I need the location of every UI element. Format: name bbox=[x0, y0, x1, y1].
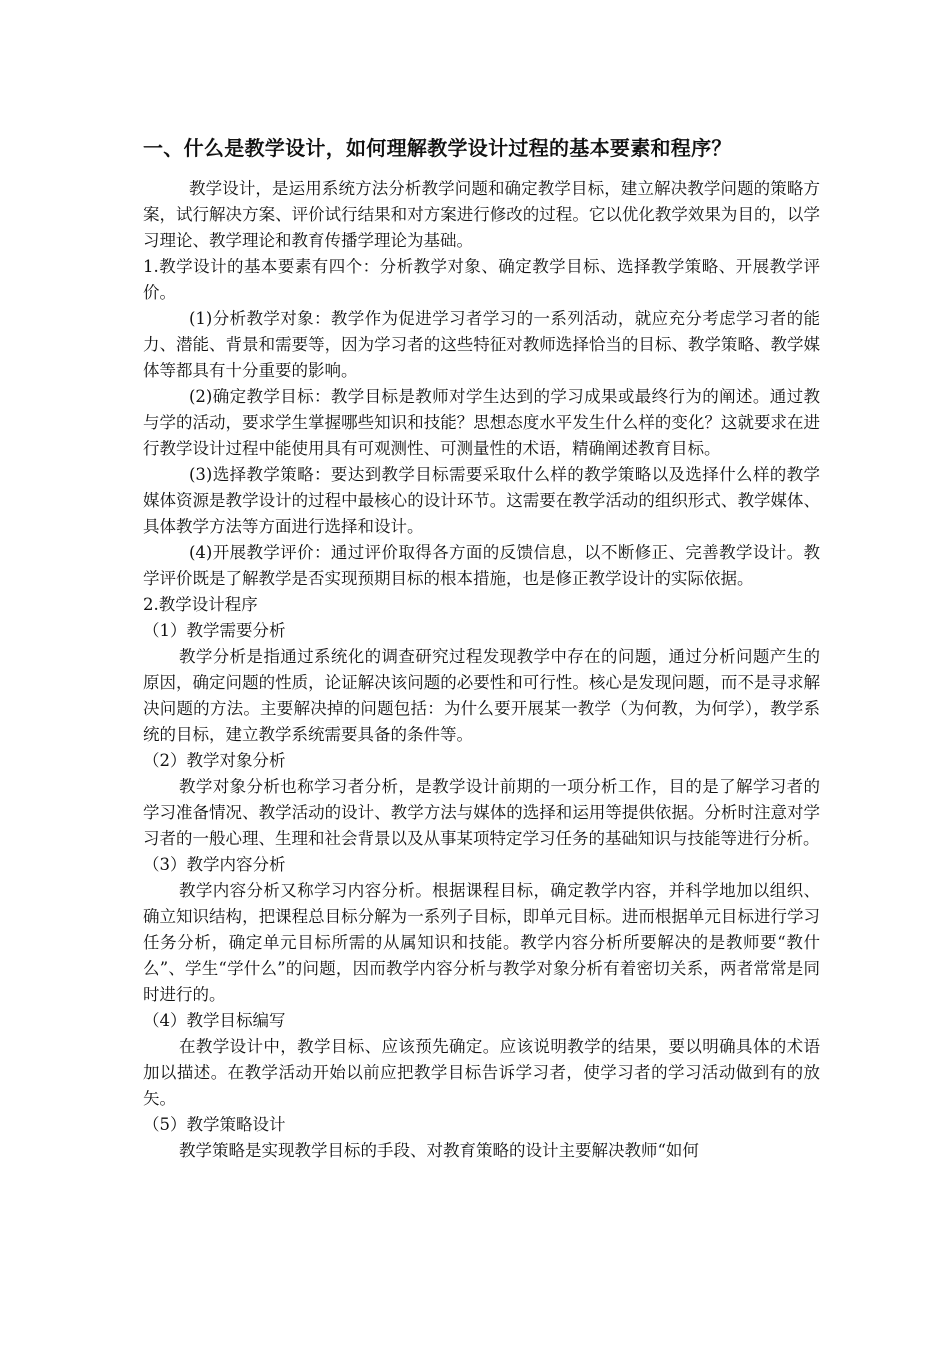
section-1-heading: （1）教学需要分析 bbox=[143, 621, 286, 640]
section-5-body: 教学策略是实现教学目标的手段、对教育策略的设计主要解决教师“如何 bbox=[179, 1141, 699, 1160]
section-3-heading: （3）教学内容分析 bbox=[143, 855, 286, 874]
page-title: 一、什么是教学设计，如何理解教学设计过程的基本要素和程序？ bbox=[143, 136, 732, 160]
section-4-body: 在教学设计中，教学目标、应该预先确定。应该说明教学的结果，要以明确具体的术语加以描述。在教学活动开始以前应把教学目标告诉学习者，使学习者的学习活动做到有的放矢。 bbox=[143, 1037, 820, 1108]
paragraph-element-2: (2)确定教学目标：教学目标是教师对学生达到的学习成果或最终行为的阐述。通过教与学的活动，要求学生掌握哪些知识和技能？思想态度水平发生什么样的变化？这就要求在进行教学设计过程中能使用具有可观测性、可测量性的术语，精确阐述教育目标。 bbox=[143, 387, 820, 458]
section-4-heading: （4）教学目标编写 bbox=[143, 1011, 286, 1030]
section-3-body: 教学内容分析又称学习内容分析。根据课程目标，确定教学内容，并科学地加以组织、确立知识结构，把课程总目标分解为一系列子目标，即单元目标。进而根据单元目标进行学习任务分析，确定单元目标所需的从属知识和技能。教学内容分析所要解决的是教师要“教什么”、学生“学什么”的问题，因而教学内容分析与教学对象分析有着密切关系，两者常常是同时进行的。 bbox=[143, 881, 820, 1004]
paragraph-elements-heading: 1.教学设计的基本要素有四个：分析教学对象、确定教学目标、选择教学策略、开展教学评价。 bbox=[143, 257, 820, 302]
section-1-body: 教学分析是指通过系统化的调查研究过程发现教学中存在的问题，通过分析问题产生的原因，确定问题的性质，论证解决该问题的必要性和可行性。核心是发现问题，而不是寻求解决问题的方法。主要解决掉的问题包括：为什么要开展某一教学（为何教，为何学），教学系统的目标，建立教学系统需要具备的条件等。 bbox=[143, 647, 820, 744]
paragraph-element-3: (3)选择教学策略：要达到教学目标需要采取什么样的教学策略以及选择什么样的教学媒体资源是教学设计的过程中最核心的设计环节。这需要在教学活动的组织形式、教学媒体、具体教学方法等方面进行选择和设计。 bbox=[143, 465, 820, 536]
section-2-body: 教学对象分析也称学习者分析，是教学设计前期的一项分析工作，目的是了解学习者的学习准备情况、教学活动的设计、教学方法与媒体的选择和运用等提供依据。分析时注意对学习者的一般心理、生理和社会背景以及从事某项特定学习任务的基础知识与技能等进行分析。 bbox=[143, 777, 820, 848]
paragraph-element-1: (1)分析教学对象：教学作为促进学习者学习的一系列活动，就应充分考虑学习者的能力、潜能、背景和需要等，因为学习者的这些特征对教师选择恰当的目标、教学策略、教学媒体等都具有十分重要的影响。 bbox=[143, 309, 820, 380]
section-5-heading: （5）教学策略设计 bbox=[143, 1115, 286, 1134]
section-2-heading: （2）教学对象分析 bbox=[143, 751, 286, 770]
paragraph-intro: 教学设计，是运用系统方法分析教学问题和确定教学目标，建立解决教学问题的策略方案，试行解决方案、评价试行结果和对方案进行修改的过程。它以优化教学效果为目的，以学习理论、教学理论和教育传播学理论为基础。 bbox=[143, 179, 820, 250]
procedure-heading: 2.教学设计程序 bbox=[143, 595, 258, 614]
paragraph-element-4: (4)开展教学评价：通过评价取得各方面的反馈信息，以不断修正、完善教学设计。教学评价既是了解教学是否实现预期目标的根本措施，也是修正教学设计的实际依据。 bbox=[143, 543, 820, 588]
